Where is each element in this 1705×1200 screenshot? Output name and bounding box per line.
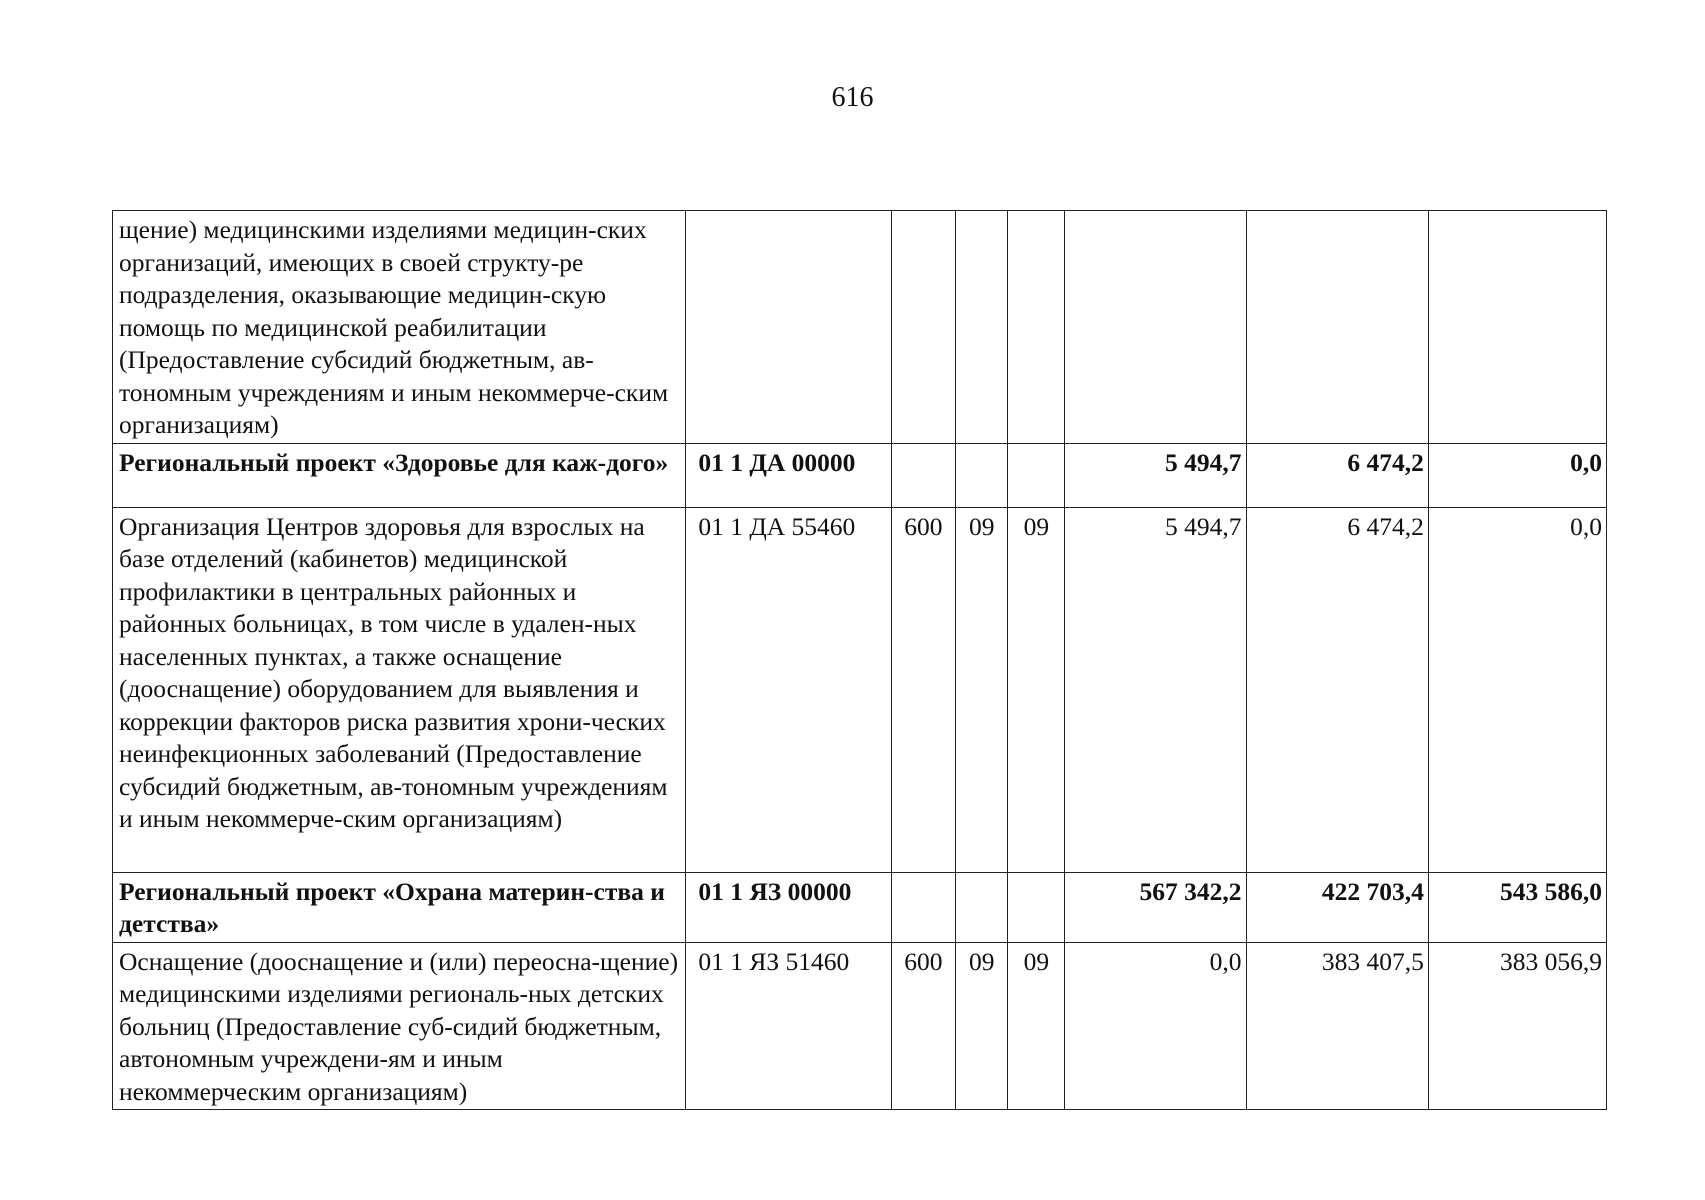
- row-name: щение) медицинскими изделиями медицин-ских организаций, имеющих в своей структу-ре подразделения, оказывающие медицин-скую помощь по медицинской реабилитации (Предоставление субсидий бюджетным, ав-тономным учреждениям и иным некоммерче-ским организациям): [113, 211, 686, 444]
- row-value-3: 543 586,0: [1428, 872, 1606, 942]
- row-vr: 600: [891, 507, 955, 872]
- row-value-1: 5 494,7: [1065, 507, 1246, 872]
- row-value-3: 0,0: [1428, 507, 1606, 872]
- row-name: Оснащение (дооснащение и (или) переосна-щение) медицинскими изделиями региональ-ных детских больниц (Предоставление суб-сидий бюджетным, автономным учреждени-ям и иным некоммерческим организациям): [113, 942, 686, 1110]
- row-rz: 09: [956, 507, 1008, 872]
- row-value-3: [1428, 211, 1606, 444]
- row-name: Региональный проект «Здоровье для каж-дого»: [113, 443, 686, 507]
- row-pr: [1008, 443, 1065, 507]
- budget-table: [112, 210, 1607, 1110]
- row-pr: [1008, 211, 1065, 444]
- row-rz: [956, 443, 1008, 507]
- row-value-2: [1246, 211, 1428, 444]
- row-name: Организация Центров здоровья для взрослых на базе отделений (кабинетов) медицинской профилактики в центральных районных и районных больницах, в том числе в удален-ных населенных пунктах, а также оснащение (дооснащение) оборудованием для выявления и коррекции факторов риска развития хрони-ческих неинфекционных заболеваний (Предоставление субсидий бюджетным, ав-тономным учреждениям и иным некоммерче-ским организациям): [113, 507, 686, 872]
- table-row: [113, 443, 1607, 507]
- row-value-2: 6 474,2: [1246, 443, 1428, 507]
- row-value-1: 0,0: [1065, 942, 1246, 1110]
- row-rz: [956, 872, 1008, 942]
- row-pr: 09: [1008, 507, 1065, 872]
- row-vr: [891, 872, 955, 942]
- row-vr: [891, 443, 955, 507]
- table-row: [113, 872, 1607, 942]
- row-value-2: 383 407,5: [1246, 942, 1428, 1110]
- table-row: [113, 507, 1607, 872]
- row-pr: 09: [1008, 942, 1065, 1110]
- row-value-2: 422 703,4: [1246, 872, 1428, 942]
- page-number: 616: [831, 82, 874, 113]
- row-pr: [1008, 872, 1065, 942]
- table-row: [113, 211, 1607, 444]
- row-code: [686, 211, 891, 444]
- row-value-3: 383 056,9: [1428, 942, 1606, 1110]
- row-code: 01 1 ДА 00000: [686, 443, 891, 507]
- row-value-1: [1065, 211, 1246, 444]
- row-value-1: 5 494,7: [1065, 443, 1246, 507]
- table-row: [113, 942, 1607, 1110]
- row-code: 01 1 ДА 55460: [686, 507, 891, 872]
- row-vr: [891, 211, 955, 444]
- row-name: Региональный проект «Охрана материн-ства и детства»: [113, 872, 686, 942]
- row-code: 01 1 ЯЗ 00000: [686, 872, 891, 942]
- row-rz: [956, 211, 1008, 444]
- row-value-3: 0,0: [1428, 443, 1606, 507]
- row-vr: 600: [891, 942, 955, 1110]
- row-rz: 09: [956, 942, 1008, 1110]
- row-code: 01 1 ЯЗ 51460: [686, 942, 891, 1110]
- row-value-1: 567 342,2: [1065, 872, 1246, 942]
- row-value-2: 6 474,2: [1246, 507, 1428, 872]
